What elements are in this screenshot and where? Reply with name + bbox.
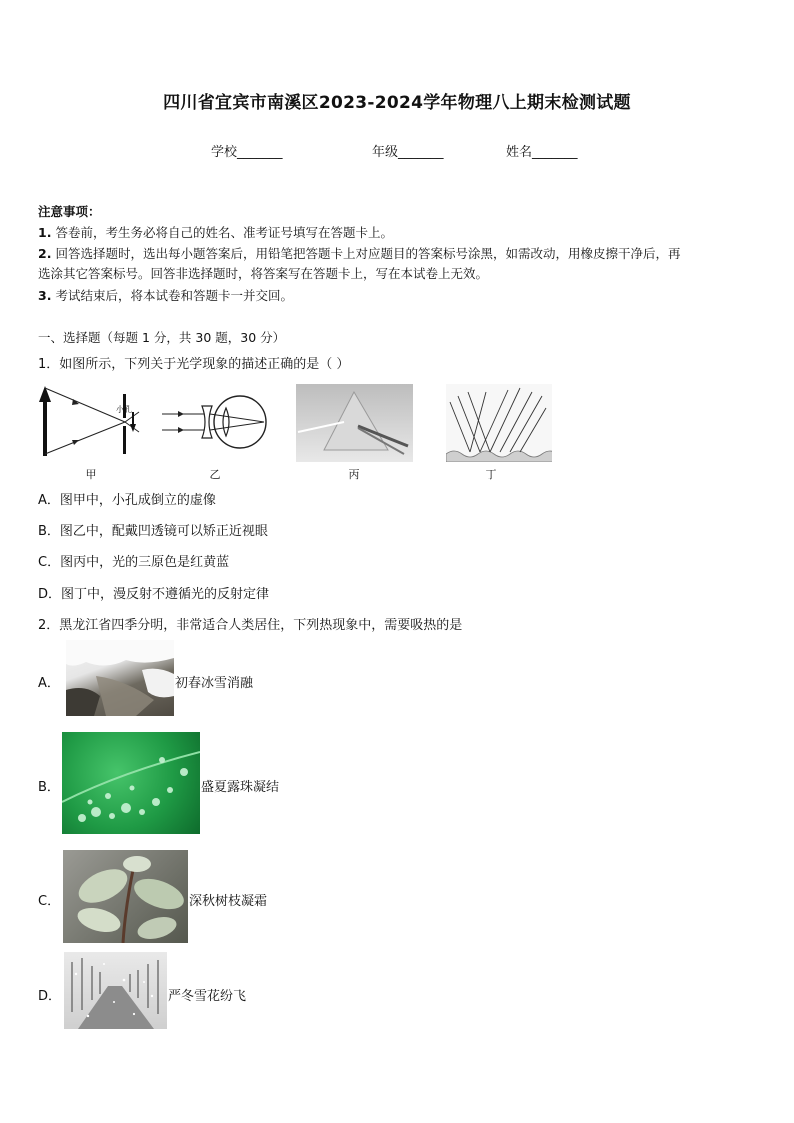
notice-item-3-number: 3. — [38, 288, 52, 303]
figure-bing-caption: 丙 — [348, 468, 360, 481]
section-heading: 一、选择题（每题 1 分，共 30 题，30 分） — [38, 330, 286, 345]
grade-field: 年级_______ — [372, 145, 444, 160]
figure-jia-pinhole — [37, 384, 145, 462]
figure-yi-eye-lens — [160, 384, 272, 462]
question-2-option-b-text[interactable]: 盛夏露珠凝结 — [201, 780, 280, 795]
notice-item-3 — [38, 285, 293, 306]
notice-item-2 — [38, 243, 680, 264]
notice-item-2-continued: 选涂其它答案标号。回答非选择题时，将答案写在答题卡上，写在本试卷上无效。 — [38, 266, 489, 281]
question-1-option-c[interactable]: C．图丙中，光的三原色是红黄蓝 — [38, 555, 230, 570]
question-2-option-b-letter[interactable]: B． — [38, 780, 60, 795]
figure-ding-caption: 丁 — [485, 468, 497, 481]
figure-jia-caption: 甲 — [85, 468, 97, 481]
snowy-road-image — [64, 952, 167, 1029]
question-2-option-c-text[interactable]: 深秋树枝凝霜 — [189, 894, 268, 909]
question-2-option-a-text[interactable]: 初春冰雪消融 — [175, 676, 254, 691]
notice-item-1-number: 1. — [38, 225, 52, 240]
question-2-option-d-text[interactable]: 严冬雪花纷飞 — [168, 989, 247, 1004]
question-2-option-c-letter[interactable]: C． — [38, 894, 61, 909]
dewdrops-leaf-image — [62, 732, 200, 834]
notice-item-2-number: 2. — [38, 246, 52, 261]
notice-item-1 — [38, 222, 393, 243]
notice-item-3-text: 考试结束后，将本试卷和答题卡一并交回。 — [55, 288, 293, 303]
figure-bing-prism — [296, 384, 413, 462]
question-1-option-d[interactable]: D．图丁中，漫反射不遵循光的反射定律 — [38, 587, 270, 602]
page-title: 四川省宜宾市南溪区2023-2024学年物理八上期末检测试题 — [163, 93, 631, 113]
question-2-stem: 2．黑龙江省四季分明，非常适合人类居住，下列热现象中，需要吸热的是 — [38, 618, 463, 633]
notice-item-1-text: 答卷前，考生务必将自己的姓名、准考证号填写在答题卡上。 — [55, 225, 393, 240]
name-field: 姓名_______ — [506, 145, 578, 160]
figure-yi-caption: 乙 — [209, 468, 221, 481]
question-1-stem: 1．如图所示，下列关于光学现象的描述正确的是（ ） — [38, 357, 350, 372]
pinhole-label: 小孔 — [116, 405, 132, 414]
question-1-option-b[interactable]: B．图乙中，配戴凹透镜可以矫正近视眼 — [38, 524, 268, 539]
frost-leaves-image — [63, 850, 188, 943]
question-2-option-a-letter[interactable]: A． — [38, 676, 60, 691]
school-field: 学校_______ — [211, 145, 283, 160]
notice-heading: 注意事项： — [38, 204, 101, 219]
figure-ding-diffuse-reflection — [446, 384, 552, 462]
notice-item-2-text: 回答选择题时，选出每小题答案后，用铅笔把答题卡上对应题目的答案标号涂黑，如需改动，用橡皮擦干净后，再 — [55, 246, 681, 261]
melting-snow-image — [66, 640, 174, 716]
question-1-option-a[interactable]: A．图甲中，小孔成倒立的虚像 — [38, 493, 216, 508]
question-2-option-d-letter[interactable]: D． — [38, 989, 62, 1004]
